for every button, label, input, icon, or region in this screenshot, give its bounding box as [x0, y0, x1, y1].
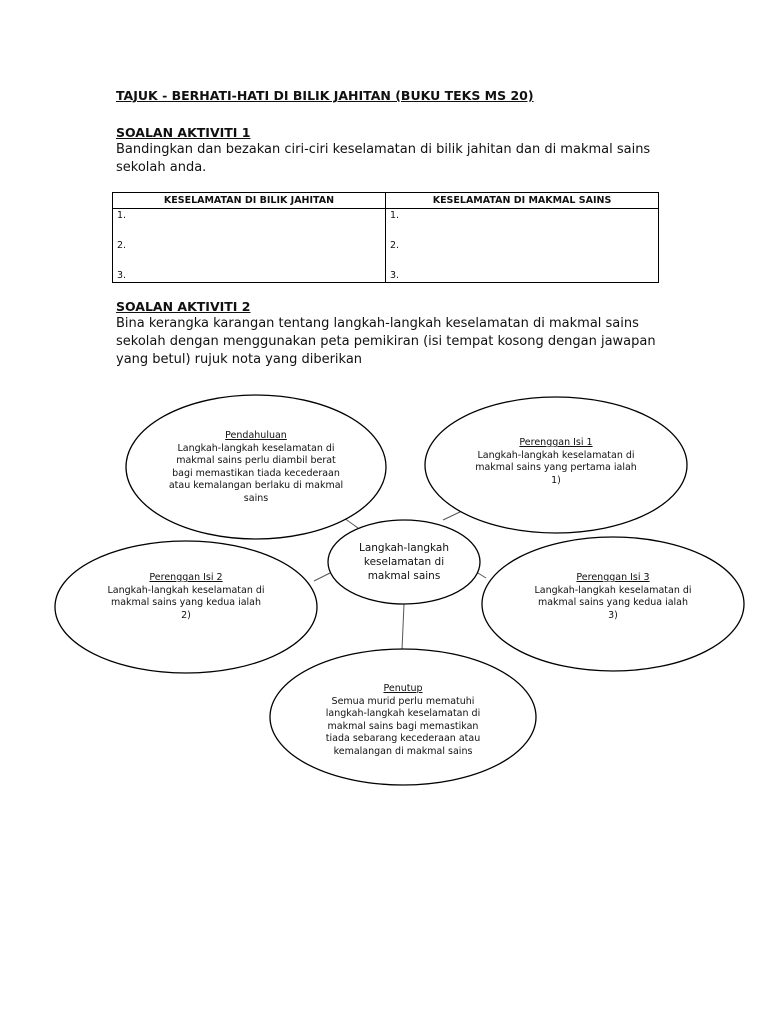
penutup-text: [316, 683, 490, 758]
list-item: 2.: [390, 240, 400, 251]
isi2-title: Perenggan Isi 2: [149, 572, 223, 583]
isi1-title: Perenggan Isi 1: [519, 437, 593, 448]
isi1-blank[interactable]: 1): [551, 474, 561, 486]
pendahuluan-title: Pendahuluan: [225, 430, 287, 441]
activity-1-heading: SOALAN AKTIVITI 1: [116, 125, 251, 140]
list-item: 2.: [117, 240, 127, 251]
activity-2-text: Bina kerangka karangan tentang langkah-langkah keselamatan di makmal sains sekolah dengan menggunakan peta pemikiran (isi tempat kosong dengan jawapan yang betul) rujuk nota yang diberikan: [116, 316, 656, 367]
connector-isi1: [443, 511, 462, 520]
header-bilik-jahitan: KESELAMATAN DI BILIK JAHITAN: [113, 193, 386, 209]
list-item: 3.: [390, 270, 400, 281]
isi3-text[interactable]: [525, 572, 701, 622]
isi3-blank[interactable]: 3): [608, 609, 618, 621]
activity-2-heading: SOALAN AKTIVITI 2: [116, 299, 251, 314]
isi2-text[interactable]: [98, 572, 274, 622]
connector-penutup: [402, 604, 404, 650]
penutup-title: Penutup: [383, 683, 423, 694]
pendahuluan-body: Langkah-langkah keselamatan di makmal sains perlu diambil berat bagi memastikan tiada kecederaan atau kemalangan berlaku di makmal sains: [168, 442, 344, 504]
center-topic: Langkah-langkah keselamatan di makmal sains: [358, 542, 450, 582]
isi1-body: Langkah-langkah keselamatan di makmal sains yang pertama ialah: [475, 449, 637, 473]
isi2-blank[interactable]: 2): [181, 609, 191, 621]
list-item: 1.: [390, 210, 400, 221]
pendahuluan-text: [168, 430, 344, 505]
activity-1-text: Bandingkan dan bezakan ciri-ciri keselamatan di bilik jahitan dan di makmal sains sekolah anda.: [116, 142, 651, 175]
list-item: 3.: [117, 270, 127, 281]
isi2-body: Langkah-langkah keselamatan di makmal sains yang kedua ialah: [107, 584, 265, 608]
document-title: TAJUK - BERHATI-HATI DI BILIK JAHITAN (BUKU TEKS MS 20): [116, 88, 534, 103]
isi3-body: Langkah-langkah keselamatan di makmal sains yang kedua ialah: [534, 584, 692, 608]
isi1-text[interactable]: [466, 437, 646, 487]
penutup-body: Semua murid perlu mematuhi langkah-langkah keselamatan di makmal sains bagi memastikan tiada sebarang kecederaan atau kemalangan di makmal sains: [325, 695, 481, 757]
isi3-title: Perenggan Isi 3: [576, 572, 650, 583]
header-makmal-sains: KESELAMATAN DI MAKMAL SAINS: [386, 193, 659, 209]
list-item: 1.: [117, 210, 127, 221]
